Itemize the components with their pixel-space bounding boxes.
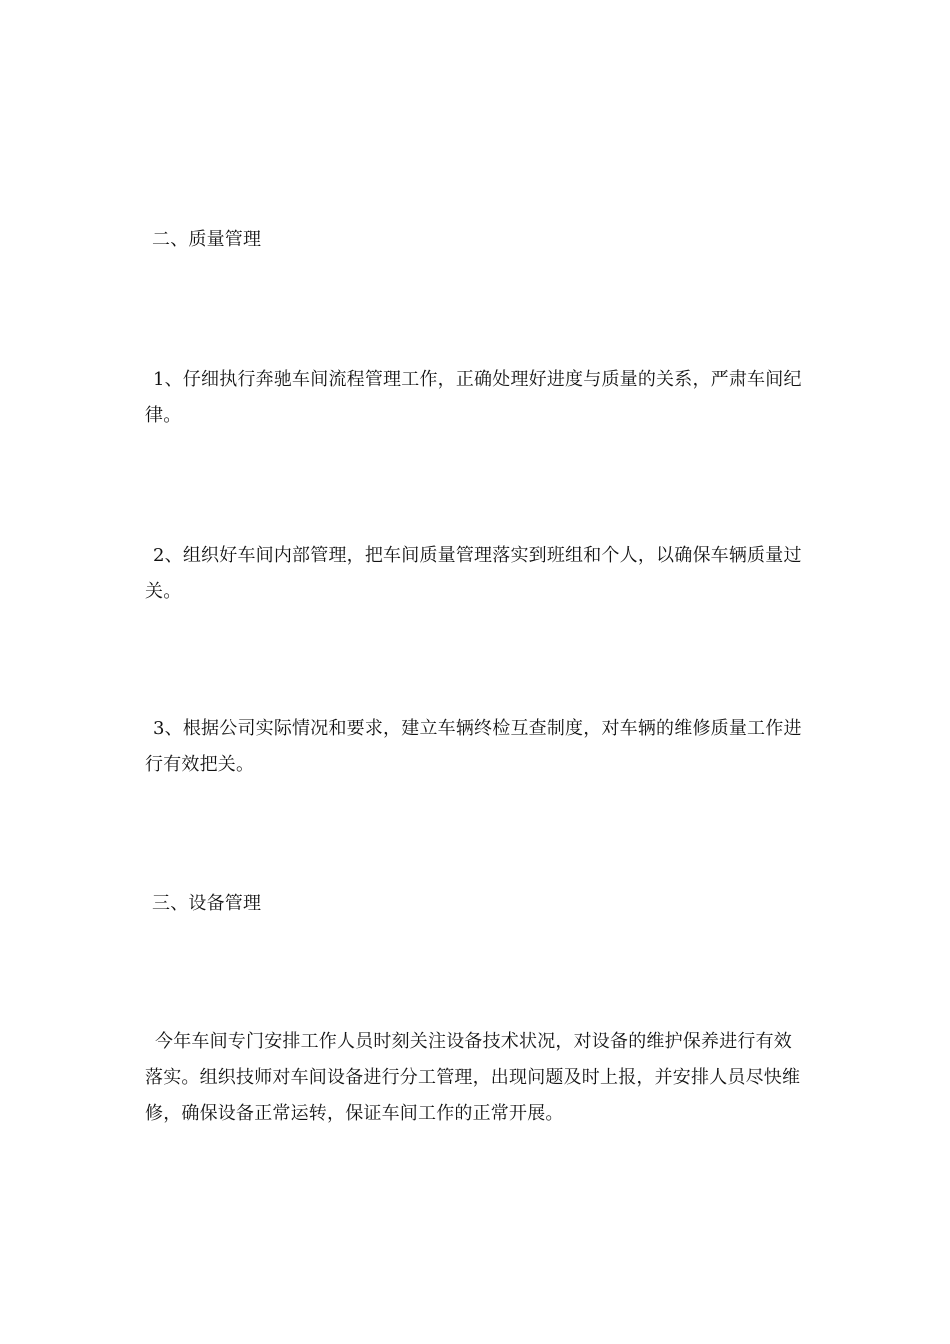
quality-item-3: 3、根据公司实际情况和要求，建立车辆终检互查制度，对车辆的维修质量工作进行有效把关。 [145, 718, 802, 775]
section-heading-equipment: 三、设备管理 [152, 893, 262, 914]
section-heading-quality: 二、质量管理 [152, 229, 262, 250]
quality-item-2: 2、组织好车间内部管理，把车间质量管理落实到班组和个人，以确保车辆质量过关。 [145, 545, 802, 602]
quality-item-1: 1、仔细执行奔驰车间流程管理工作，正确处理好进度与质量的关系，严肃车间纪律。 [145, 369, 802, 426]
equipment-paragraph: 今年车间专门安排工作人员时刻关注设备技术状况，对设备的维护保养进行有效落实。组织技师对车间设备进行分工管理，出现问题及时上报，并安排人员尽快维修，确保设备正常运转，保证车间工作的正常开展。 [145, 1031, 801, 1124]
